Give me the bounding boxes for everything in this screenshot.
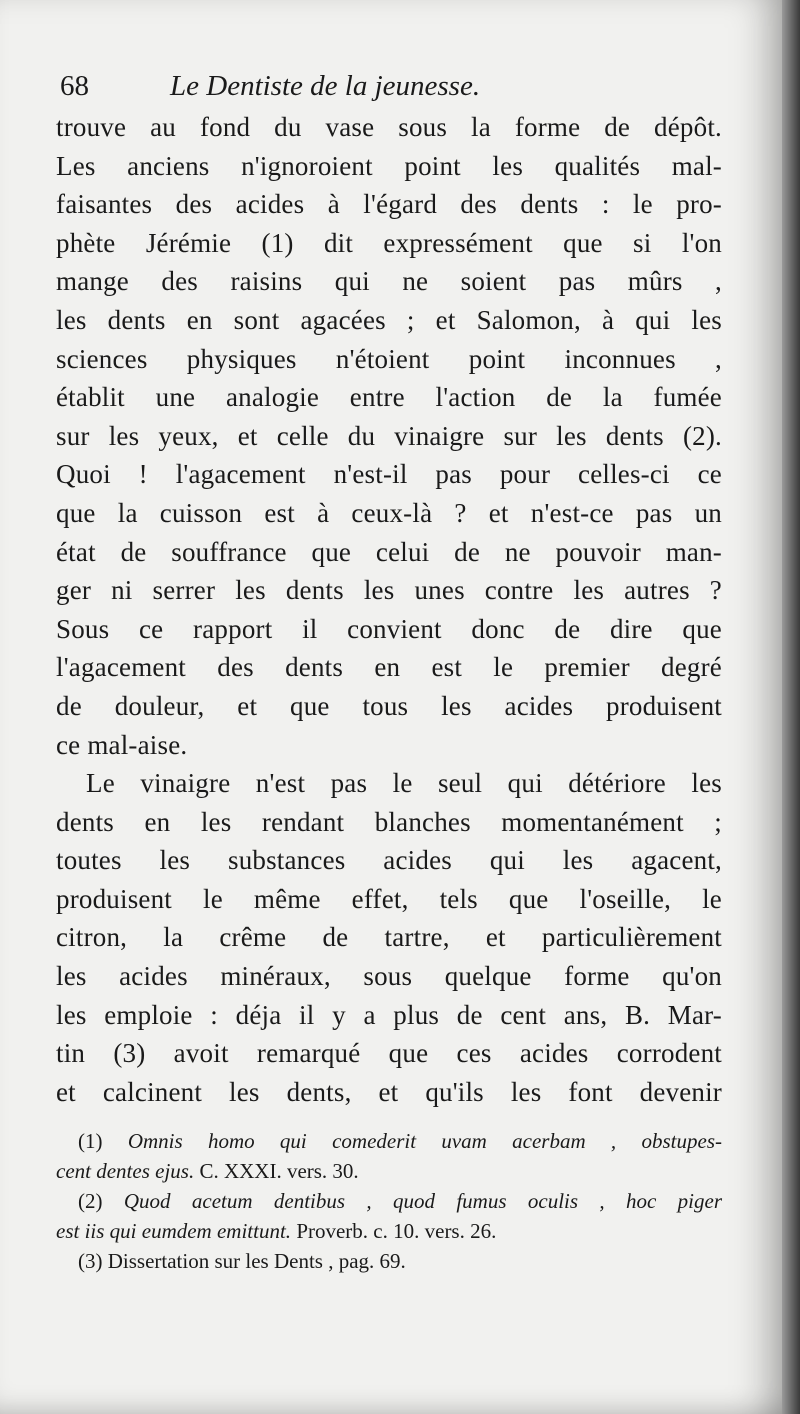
text-line: sciences physiques n'étoient point inconnues , — [56, 343, 722, 374]
text-line: de douleur, et que tous les acides produisent — [56, 690, 722, 721]
body-text — [56, 108, 722, 1111]
text-line: les emploie : déja il y a plus de cent ans, B. Mar- — [56, 999, 722, 1030]
text-line: mange des raisins qui ne soient pas mûrs , — [56, 266, 722, 297]
text-line: sur les yeux, et celle du vinaigre sur les dents (2). — [56, 420, 722, 451]
footnote-3: (3) Dissertation sur les Dents , pag. 69. — [78, 1249, 406, 1273]
text-line: établit une analogie entre l'action de la fumée — [56, 382, 722, 413]
footnote-text: cent dentes ejus. — [56, 1159, 195, 1183]
footnotes — [56, 1126, 722, 1276]
footnote-1-cont — [56, 1156, 722, 1186]
text-line: trouve au fond du vase sous la forme de dépôt. — [56, 112, 722, 142]
footnote-ref: Proverb. c. 10. vers. 26. — [296, 1219, 497, 1243]
running-head — [60, 66, 720, 106]
footnote-mark: (1) — [78, 1129, 103, 1153]
text-line: et calcinent les dents, et qu'ils les font devenir — [56, 1076, 722, 1107]
page-edge-shadow — [782, 0, 800, 1414]
text-line: Sous ce rapport il convient donc de dire que — [56, 613, 722, 644]
text-line: tin (3) avoit remarqué que ces acides corrodent — [56, 1038, 722, 1069]
text-line: état de souffrance que celui de ne pouvoir man- — [56, 536, 722, 567]
text-line: citron, la crême de tartre, et particulièrement — [56, 922, 722, 953]
page-number: 68 — [60, 70, 89, 102]
footnote-text: Omnis homo qui comederit uvam acerbam , obstupes- — [127, 1129, 722, 1153]
footnote-text: Quod acetum dentibus , quod fumus oculis , hoc piger — [123, 1189, 723, 1213]
text-line: ger ni serrer les dents les unes contre les autres ? — [56, 575, 722, 606]
text-line: Les anciens n'ignoroient point les qualités mal- — [56, 150, 722, 181]
footnote-2 — [56, 1186, 722, 1216]
text-line: produisent le même effet, tels que l'oseille, le — [56, 883, 722, 914]
text-line: que la cuisson est à ceux-là ? et n'est-ce pas un — [56, 497, 722, 528]
text-line: Le vinaigre n'est pas le seul qui détériore les — [86, 768, 722, 799]
text-line: phète Jérémie (1) dit expressément que si l'on — [56, 227, 722, 258]
text-line: Quoi ! l'agacement n'est-il pas pour celles-ci ce — [56, 459, 722, 490]
text-line: faisantes des acides à l'égard des dents : le pro- — [56, 189, 722, 220]
text-line: l'agacement des dents en est le premier degré — [56, 652, 722, 683]
footnote-1 — [56, 1126, 722, 1156]
footnote-ref: C. XXXI. vers. 30. — [199, 1159, 359, 1183]
footnote-mark: (2) — [78, 1189, 103, 1213]
footnote-text: est iis qui eumdem emittunt. — [56, 1219, 292, 1243]
text-line: les acides minéraux, sous quelque forme qu'on — [56, 961, 722, 992]
text-line: toutes les substances acides qui les agacent, — [56, 845, 722, 876]
footnote-2-cont — [56, 1216, 722, 1246]
running-title: Le Dentiste de la jeunesse. — [170, 70, 481, 102]
text-line: les dents en sont agacées ; et Salomon, à qui les — [56, 304, 722, 335]
text-line: ce mal-aise. — [56, 729, 188, 760]
text-line: dents en les rendant blanches momentanément ; — [56, 806, 722, 837]
